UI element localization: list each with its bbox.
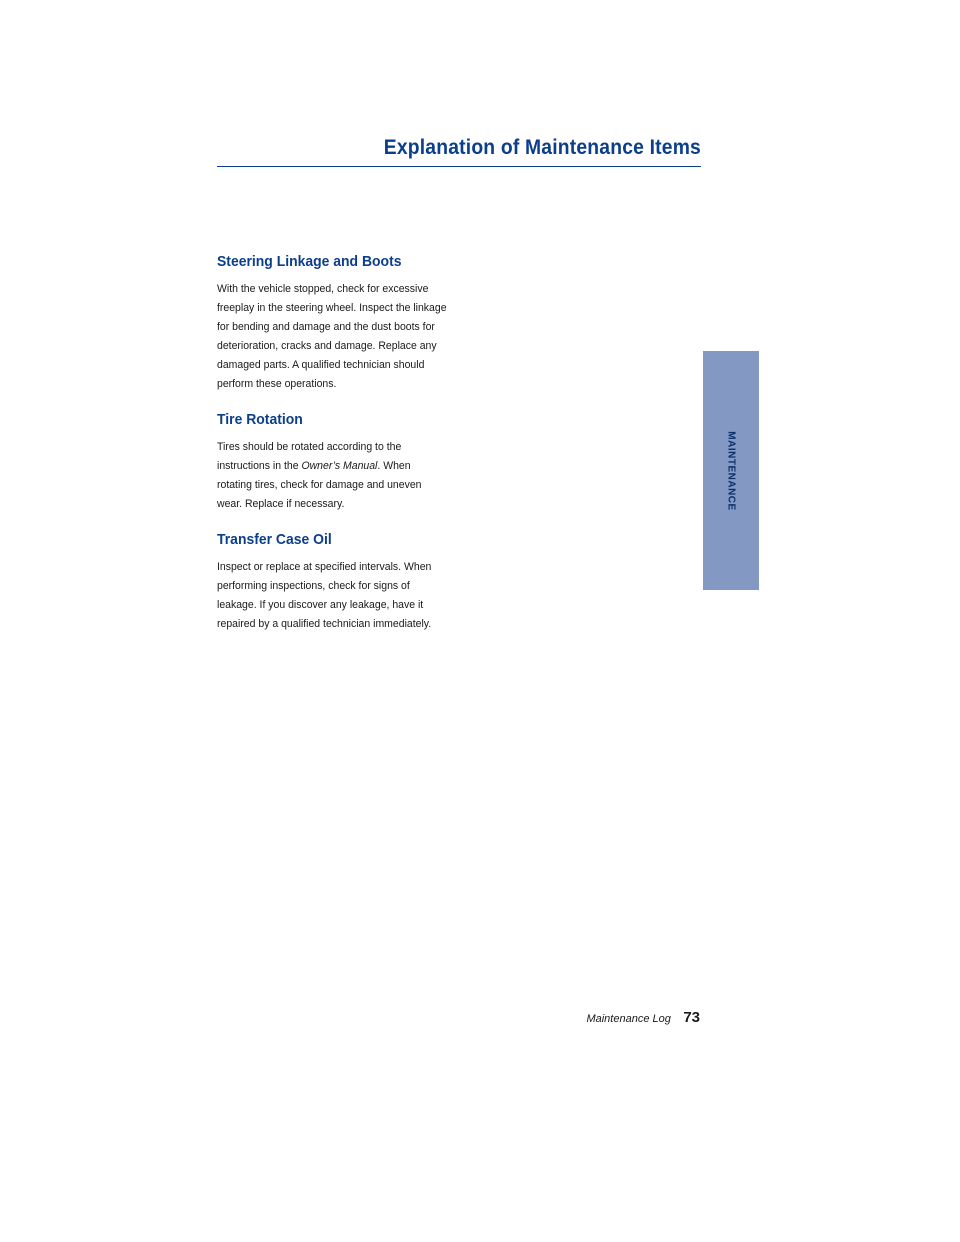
section-body bbox=[217, 438, 447, 514]
content-column bbox=[217, 253, 457, 651]
side-tab-label: MAINTENANCE bbox=[725, 430, 737, 511]
section-steering-linkage bbox=[217, 253, 457, 394]
section-transfer-case-oil bbox=[217, 531, 457, 634]
page-number: 73 bbox=[683, 1009, 700, 1026]
side-tab-maintenance bbox=[703, 351, 759, 590]
section-heading: Steering Linkage and Boots bbox=[217, 253, 402, 270]
page-footer bbox=[586, 1009, 700, 1027]
page-title: Explanation of Maintenance Items bbox=[383, 136, 701, 159]
body-text: . When rotating tires, check for damage and uneven wear. Replace if necessary. bbox=[217, 460, 422, 510]
manual-reference: Owner’s Manual bbox=[301, 460, 378, 472]
title-divider bbox=[217, 166, 701, 167]
footer-label: Maintenance Log bbox=[586, 1013, 671, 1025]
section-heading: Transfer Case Oil bbox=[217, 531, 332, 548]
section-tire-rotation bbox=[217, 411, 457, 514]
body-text: Tires should be rotated according to the instructions in the bbox=[217, 441, 402, 472]
section-body: Inspect or replace at specified intervals. When performing inspections, check for signs of leakage. If you discover any leakage, have it repaired by a qualified technician immediately. bbox=[217, 561, 432, 630]
section-heading: Tire Rotation bbox=[217, 411, 303, 428]
section-body: With the vehicle stopped, check for excessive freeplay in the steering wheel. Inspect the linkage for bending and damage and the dust boots for deterioration, cracks and damage. Replace any damaged parts. A qualified technician should perform these operations. bbox=[217, 283, 447, 390]
